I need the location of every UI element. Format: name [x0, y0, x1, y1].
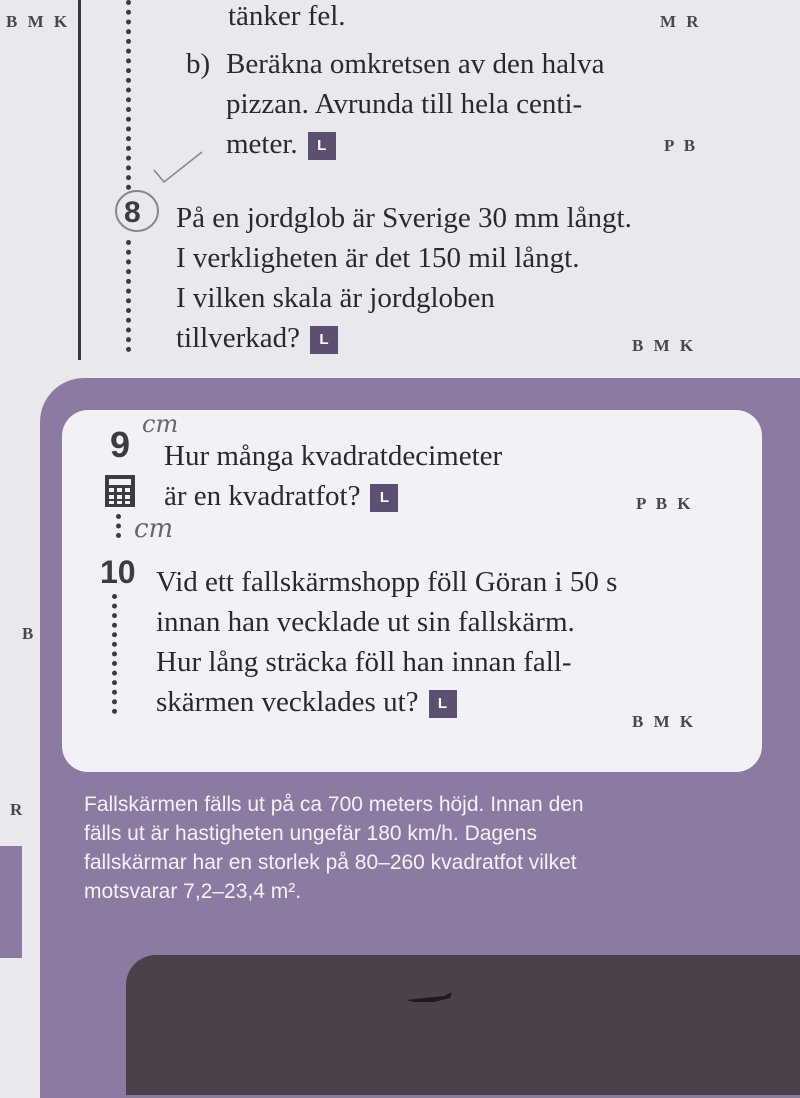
margin-code-top: B M K: [6, 12, 71, 31]
checkmark-icon: [150, 148, 210, 188]
task8-line-2: I verkligheten är det 150 mil långt.: [176, 242, 580, 274]
task8-line-3: I vilken skala är jordgloben: [176, 282, 495, 314]
task10-handwriting: cm: [134, 514, 174, 544]
level-badge-b: L: [308, 132, 336, 160]
margin-rule: [78, 0, 81, 360]
margin-code-r: R: [10, 800, 26, 819]
code-bmk-8: B M K: [632, 336, 697, 355]
task9-handwriting: cm: [142, 410, 179, 438]
dotted-guide-top: [126, 0, 131, 190]
code-pbk-9: P B K: [636, 494, 694, 513]
subtask-b-line-2: pizzan. Avrunda till hela centi-: [226, 88, 583, 120]
task8-line-1: På en jordglob är Sverige 30 mm långt.: [176, 202, 632, 234]
task8-line-4-text: tillverkad?: [176, 322, 301, 354]
text-continuation: tänker fel.: [228, 0, 346, 32]
task8-number: 8: [124, 196, 141, 229]
subtask-b-line-1: Beräkna omkretsen av den halva: [226, 48, 605, 80]
code-bmk-10: B M K: [632, 712, 697, 731]
fact-box: [84, 790, 584, 906]
subtask-b-text: [226, 44, 604, 164]
task10-line-2: innan han vecklade ut sin fallskärm.: [156, 606, 575, 638]
calculator-icon: [104, 474, 136, 508]
dotted-guide-10: [112, 594, 117, 714]
task8-text: [176, 198, 632, 358]
dotted-guide-9: [116, 514, 121, 538]
task9-line-2: [164, 476, 502, 516]
task8-line-4: [176, 318, 632, 358]
fact-line-3: fallskärmar har en storlek på 80–260 kvadratfot vilket: [84, 851, 577, 874]
task9-line-2-text: är en kvadratfot?: [164, 480, 361, 512]
fact-line-4: motsvarar 7,2–23,4 m².: [84, 880, 302, 903]
level-badge-9: L: [370, 484, 398, 512]
side-tab: [0, 846, 22, 958]
code-mr: M R: [660, 12, 702, 31]
code-pb: P B: [664, 136, 699, 155]
task10-text: [156, 562, 617, 722]
subtask-b-line-3: [226, 124, 604, 164]
subtask-b-line-3-text: meter.: [226, 128, 298, 160]
skydiving-photo: [126, 955, 800, 1095]
margin-code-b: B: [22, 624, 37, 643]
task10-number: 10: [100, 554, 136, 590]
fact-line-2: fälls ut är hastigheten ungefär 180 km/h. Dagens: [84, 822, 537, 845]
task9-text: [164, 436, 502, 516]
dotted-guide-task8: [126, 240, 131, 352]
task10-line-1: Vid ett fallskärmshopp föll Göran i 50 s: [156, 566, 618, 598]
fact-line-1: Fallskärmen fälls ut på ca 700 meters höjd. Innan den: [84, 793, 584, 816]
subtask-b-label: b): [186, 48, 211, 80]
level-badge-10: L: [429, 690, 457, 718]
task9-number: 9: [110, 424, 131, 465]
airplane-icon: [404, 988, 454, 1008]
task10-line-4-text: skärmen vecklades ut?: [156, 686, 419, 718]
task10-line-4: [156, 682, 617, 722]
task10-line-3: Hur lång sträcka föll han innan fall-: [156, 646, 572, 678]
level-badge-8: L: [310, 326, 338, 354]
task9-line-1: Hur många kvadratdecimeter: [164, 440, 503, 472]
